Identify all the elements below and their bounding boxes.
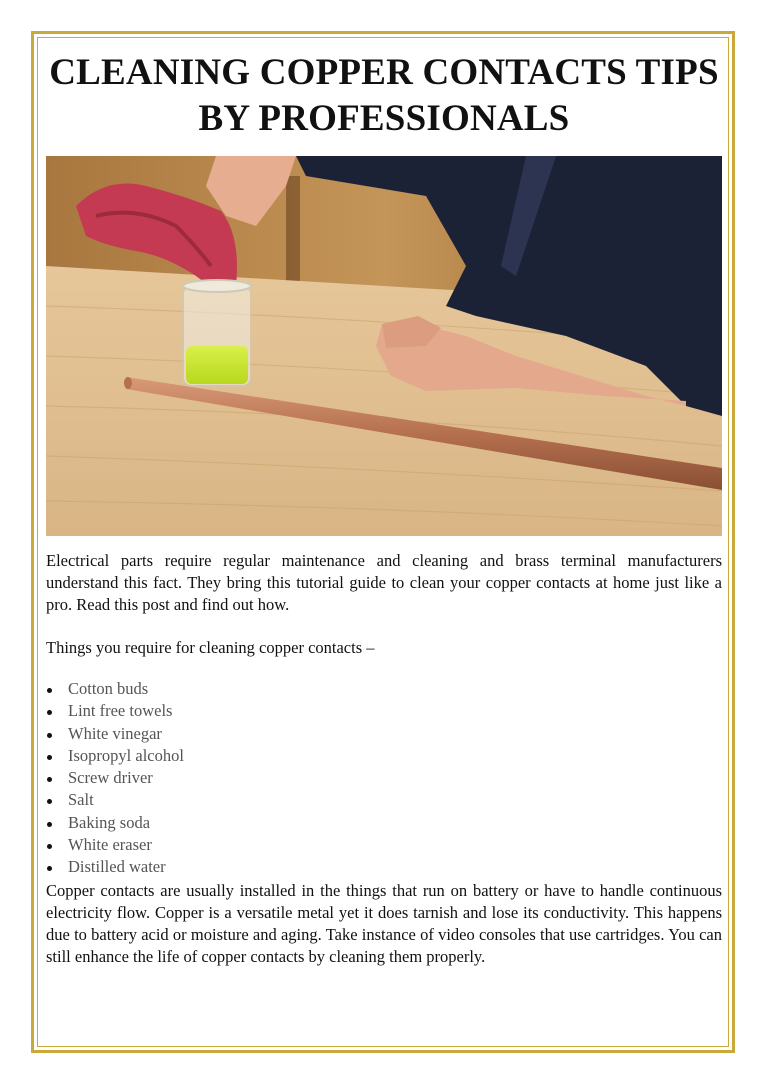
list-item: Baking soda xyxy=(46,812,722,834)
list-item: White eraser xyxy=(46,834,722,856)
hero-photo xyxy=(46,156,722,536)
list-item: Distilled water xyxy=(46,856,722,878)
list-item: Salt xyxy=(46,789,722,811)
list-item: Screw driver xyxy=(46,767,722,789)
intro-paragraph: Electrical parts require regular maintenance and cleaning and brass terminal manufacturers understand this fact. They bring this tutorial guide to clean your copper contacts at home just like a pro. Read this post and find out how. xyxy=(46,551,722,614)
list-item: Isopropyl alcohol xyxy=(46,745,722,767)
list-item: Cotton buds xyxy=(46,678,722,700)
page-title: CLEANING COPPER CONTACTS TIPS BY PROFESSIONALS xyxy=(49,52,719,139)
supplies-list xyxy=(46,678,722,879)
closing-paragraph: Copper contacts are usually installed in the things that run on battery or have to handle continuous electricity flow. Copper is a versatile metal yet it does tarnish and lose its conductivity. This happens due to battery acid or moisture and aging. Take instance of video consoles that use cartridges. You can still enhance the life of copper contacts by cleaning them properly. xyxy=(46,881,722,966)
list-intro-paragraph: Things you require for cleaning copper contacts – xyxy=(46,638,375,657)
list-item: Lint free towels xyxy=(46,700,722,722)
list-item: White vinegar xyxy=(46,723,722,745)
